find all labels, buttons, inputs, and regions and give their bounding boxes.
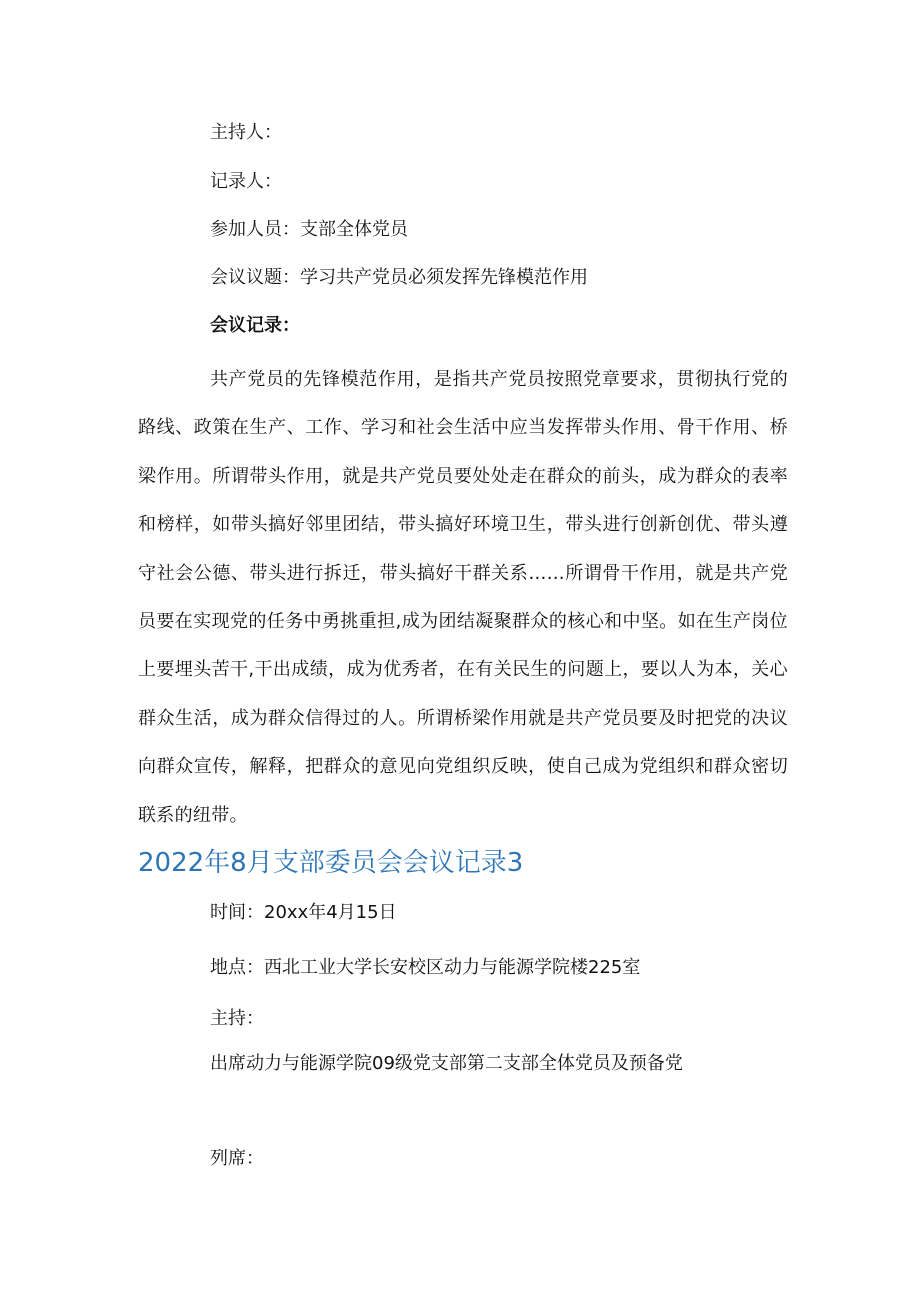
section-heading: 2022年8月支部委员会会议记录3 xyxy=(138,848,524,878)
location-field: 地点：西北工业大学长安校区动力与能源学院楼225室 xyxy=(210,957,641,978)
host-field: 主持人： xyxy=(210,122,282,143)
record-body-paragraph: 共产党员的先锋模范作用，是指共产党员按照党章要求，贯彻执行党的路线、政策在生产、工作、学习和社会生活中应当发挥带头作用、骨干作用、桥梁作用。所谓带头作用，就是共产党员要处处走在群众的前头，成为群众的表率和榜样，如带头搞好邻里团结，带头搞好环境卫生，带头进行创新创优、带头遵守社会公德、带头进行拆迁，带头搞好干群关系……所谓骨干作用，就是共产党员要在实现党的任务中勇挑重担,成为团结凝聚群众的核心和中坚。如在生产岗位上要埋头苦干,干出成绩，成为优秀者，在有关民生的问题上，要以人为本，关心群众生活，成为群众信得过的人。所谓桥梁作用就是共产党员要及时把党的决议向群众宣传，解释，把群众的意见向党组织反映，使自己成为党组织和群众密切联系的纽带。 xyxy=(138,369,788,826)
record-label: 会议记录： xyxy=(210,315,300,336)
present-field: 出席动力与能源学院09级党支部第二支部全体党员及预备党 xyxy=(210,1053,683,1074)
time-field: 时间：20xx年4月15日 xyxy=(210,902,397,923)
agenda-field: 会议议题：学习共产党员必须发挥先锋模范作用 xyxy=(210,267,588,288)
nonvoting-attendees-field: 列席： xyxy=(210,1148,264,1169)
recorder-field: 记录人： xyxy=(210,171,282,192)
attendees-field: 参加人员：支部全体党员 xyxy=(210,219,408,240)
chair-field: 主持： xyxy=(210,1008,264,1029)
